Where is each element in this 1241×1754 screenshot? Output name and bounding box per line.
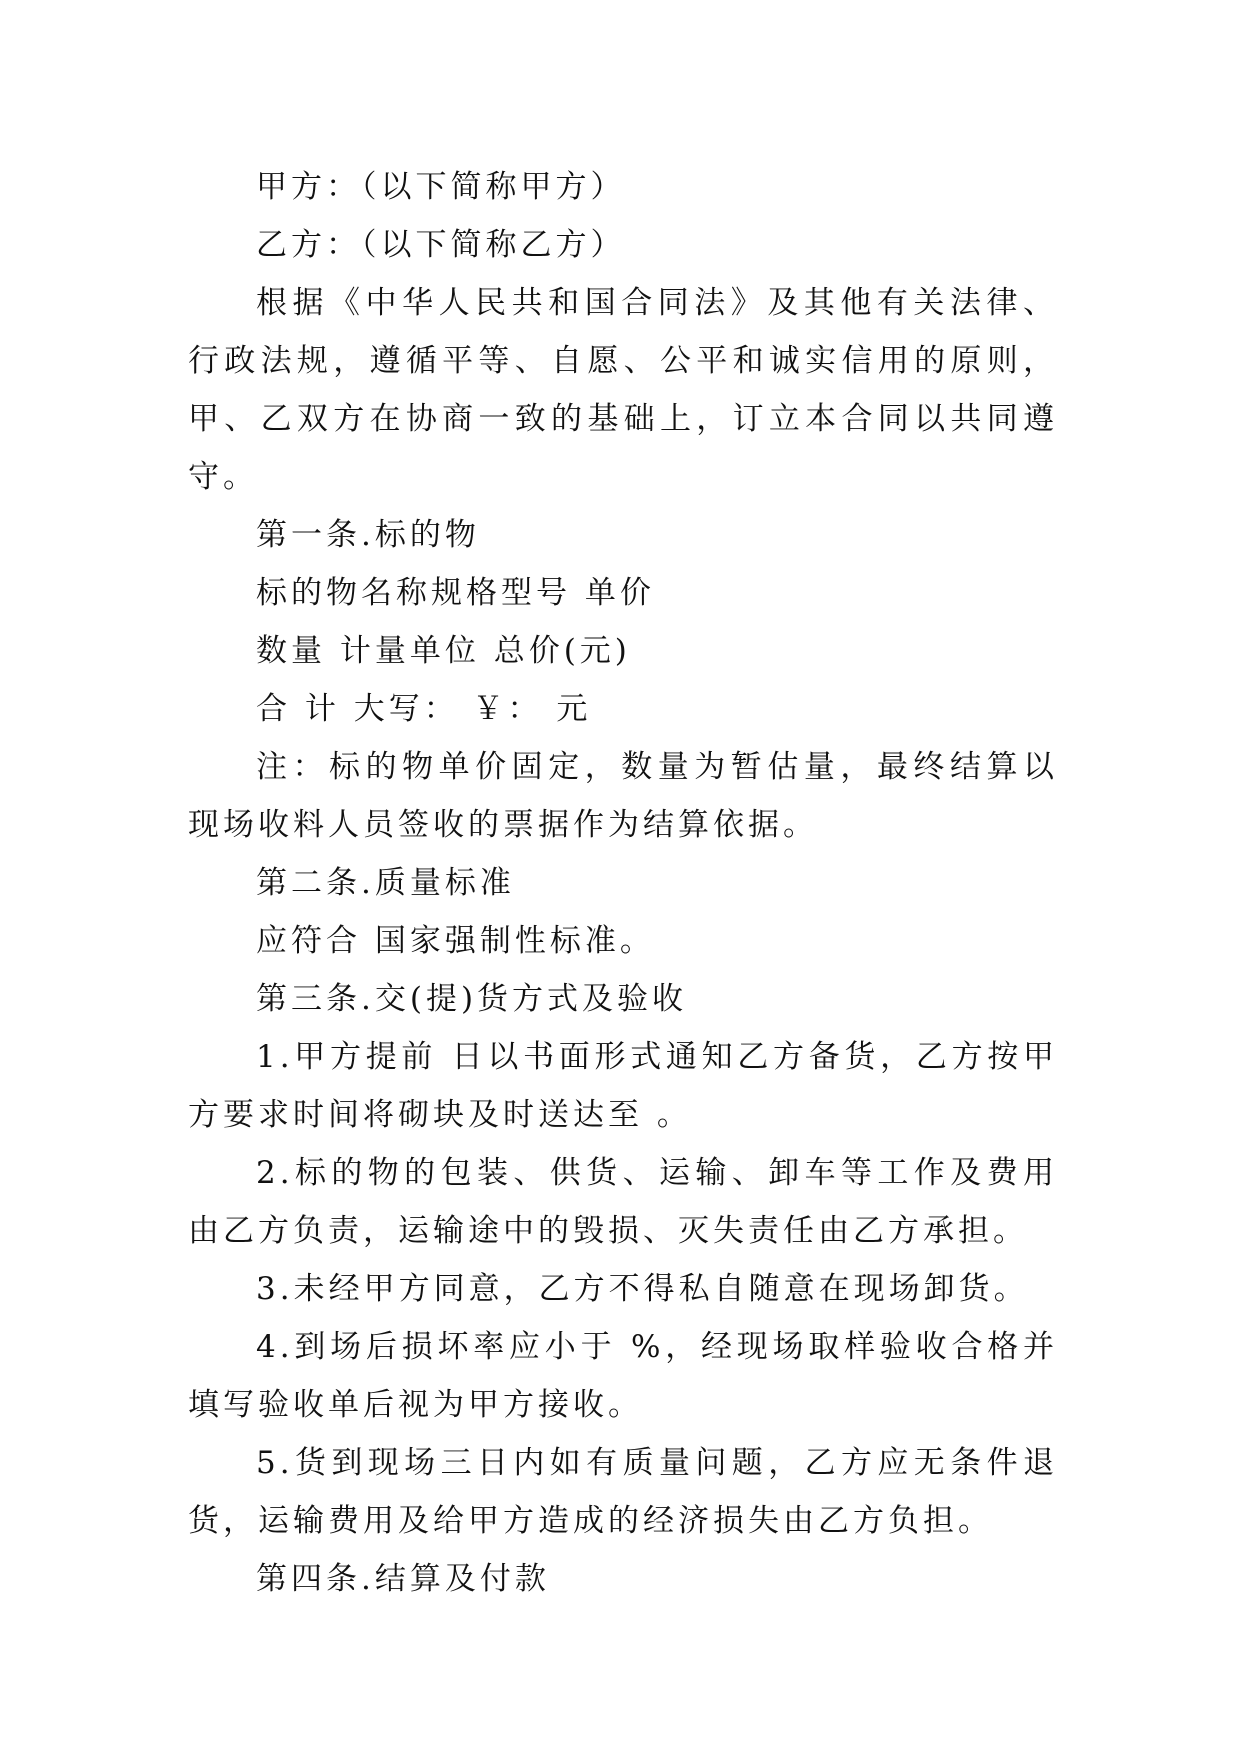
document-body	[188, 158, 1058, 1608]
article-1-heading: 第一条.标的物	[256, 517, 480, 553]
article-3-heading: 第三条.交(提)货方式及验收	[256, 981, 688, 1017]
article-2-heading: 第二条.质量标准	[256, 865, 515, 901]
party-a-line: 甲方：（以下简称甲方）	[256, 169, 626, 205]
clause-3-4: 4.到场后损坏率应小于 %，经现场取样验收合格并填写验收单后视为甲方接收。	[188, 1329, 1058, 1423]
subject-matter-header-2: 数量 计量单位 总价(元)	[256, 633, 631, 669]
quality-standard-line: 应符合 国家强制性标准。	[256, 923, 655, 959]
clause-3-1: 1.甲方提前 日以书面形式通知乙方备货，乙方按甲方要求时间将砌块及时送达至 。	[188, 1039, 1058, 1133]
clause-3-2: 2.标的物的包装、供货、运输、卸车等工作及费用由乙方负责，运输途中的毁损、灭失责任由乙方承担。	[188, 1155, 1058, 1249]
subject-matter-header-1: 标的物名称规格型号 单价	[256, 575, 655, 611]
preamble-paragraph: 根据《中华人民共和国合同法》及其他有关法律、行政法规，遵循平等、自愿、公平和诚实信用的原则，甲、乙双方在协商一致的基础上，订立本合同以共同遵守。	[188, 285, 1058, 495]
clause-3-3: 3.未经甲方同意，乙方不得私自随意在现场卸货。	[256, 1271, 1029, 1307]
article-4-heading: 第四条.结算及付款	[256, 1561, 550, 1597]
party-b-line: 乙方：（以下简称乙方）	[256, 227, 626, 263]
note-paragraph: 注：标的物单价固定，数量为暂估量，最终结算以现场收料人员签收的票据作为结算依据。	[188, 749, 1058, 843]
total-line: 合 计 大写： ￥： 元	[256, 691, 592, 727]
clause-3-5: 5.货到现场三日内如有质量问题，乙方应无条件退货，运输费用及给甲方造成的经济损失由乙方负担。	[188, 1445, 1058, 1539]
